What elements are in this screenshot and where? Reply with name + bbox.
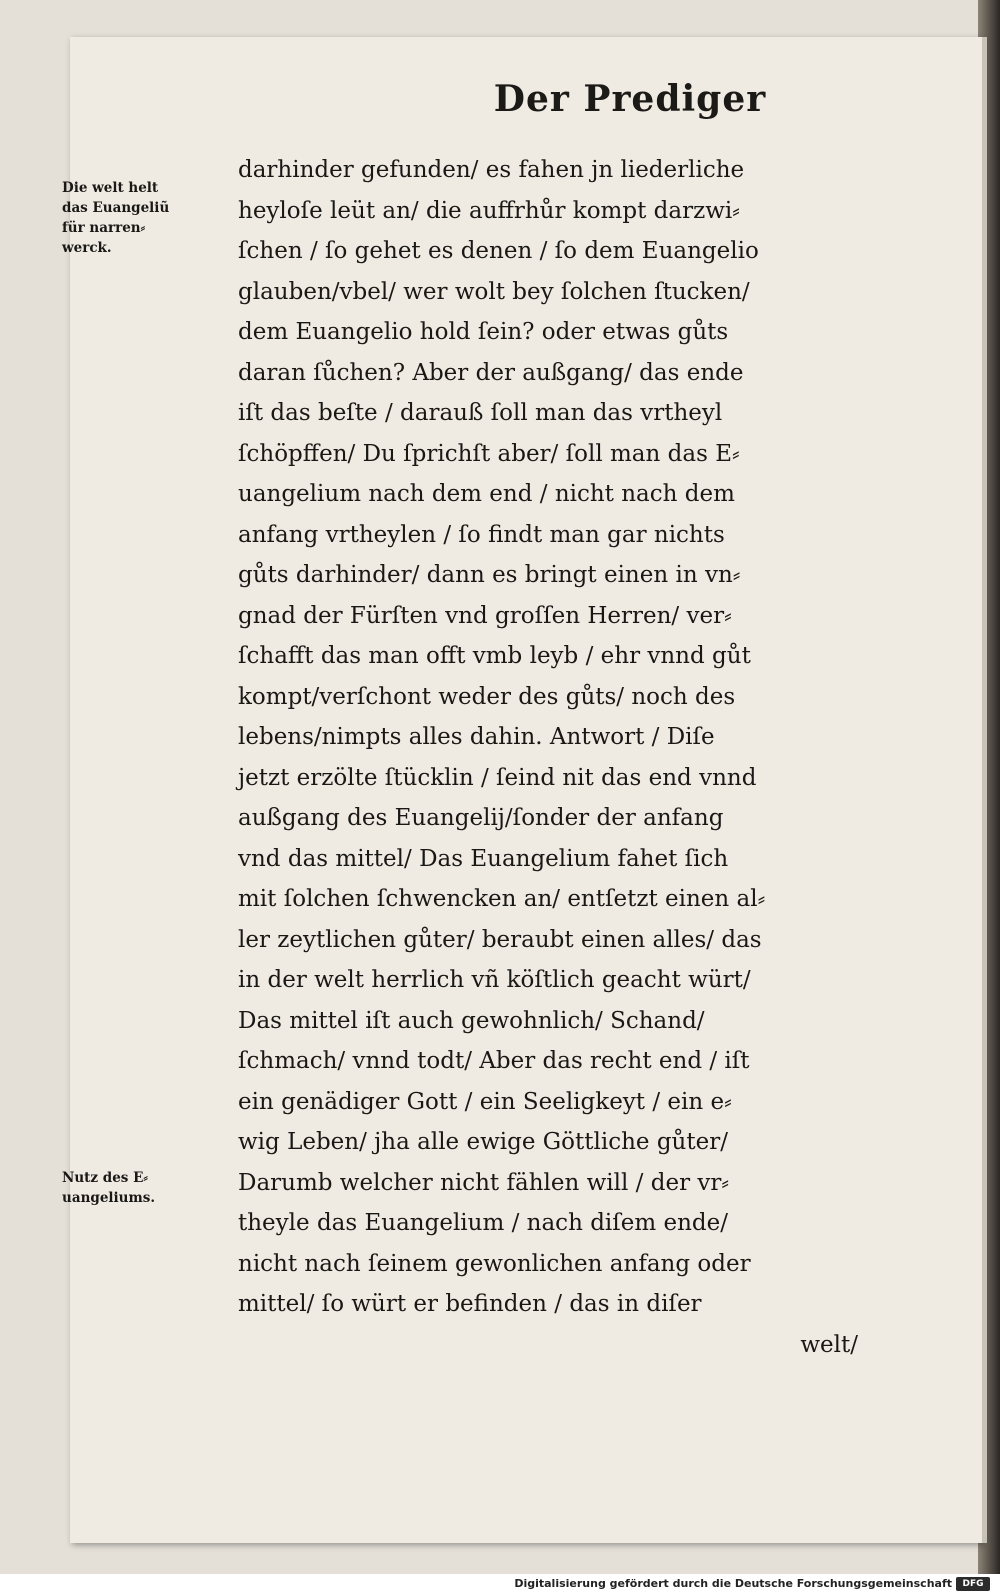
text-line: vnd das mittel/ Das Euangelium fahet ſich xyxy=(238,845,729,872)
text-line: Das mittel iſt auch gewohnlich/ Schand/ xyxy=(238,1007,705,1034)
marginal-line: werck. xyxy=(62,240,112,256)
text-line: anfang vrtheylen / ſo findt man gar nichts xyxy=(238,521,725,548)
text-line: theyle das Euangelium / nach diſem ende/ xyxy=(238,1210,729,1236)
text-line: ſchöpffen/ Du ſprichſt aber/ ſoll man das E⸗ xyxy=(238,440,740,467)
text-line: glauben/vbel/ wer wolt bey ſolchen ſtucken/ xyxy=(238,278,750,305)
page-edge xyxy=(982,37,987,1543)
marginal-line: Nutz des E⸗ xyxy=(62,1170,148,1186)
text-line: ſchen / ſo gehet es denen / ſo dem Euangelio xyxy=(238,238,759,264)
funding-credit: Digitalisierung gefördert durch die Deutsche Forschungsgemeinschaft xyxy=(514,1577,952,1590)
text-line: mit ſolchen ſchwencken an/ entſetzt einen al⸗ xyxy=(238,886,766,912)
footer-bar xyxy=(0,1574,1000,1596)
text-line: iſt das beſte / darauß ſoll man das vrtheyl xyxy=(238,400,723,426)
text-line: heyloſe leüt an/ die auffrhůr kompt darzwi⸗ xyxy=(238,197,740,224)
text-line: wig Leben/ jha alle ewige Göttliche gůter/ xyxy=(238,1129,728,1155)
marginal-note-1 xyxy=(62,178,222,258)
text-line: gůts darhinder/ dann es bringt einen in vn⸗ xyxy=(238,562,741,588)
marginal-note-2 xyxy=(62,1168,222,1208)
text-line: nicht nach ſeinem gewonlichen anfang oder xyxy=(238,1250,751,1277)
text-line: jetzt erzölte ſtücklin / ſeind nit das end vnnd xyxy=(238,764,757,791)
text-line: welt/ xyxy=(800,1331,858,1358)
text-line: ein genädiger Gott / ein Seeligkeyt / ein e⸗ xyxy=(238,1088,732,1115)
text-line: dem Euangelio hold ſein? oder etwas gůts xyxy=(238,319,729,345)
text-line: ſchmach/ vnnd todt/ Aber das recht end / iſt xyxy=(238,1048,750,1074)
marginal-line: für narren⸗ xyxy=(62,220,146,236)
text-line: ſchafft das man offt vmb leyb / ehr vnnd gůt xyxy=(238,643,751,669)
text-line: darhinder gefunden/ es fahen jn liederliche xyxy=(238,157,745,183)
text-line: in der welt herrlich vñ köſtlich geacht würt/ xyxy=(238,967,751,993)
text-line: außgang des Euangelij/ſonder der anfang xyxy=(238,805,724,831)
text-line: ler zeytlichen gůter/ beraubt einen alles/ das xyxy=(238,926,762,953)
marginal-line: das Euangeliũ xyxy=(62,200,170,216)
text-line: Darumb welcher nicht fählen will / der vr⸗ xyxy=(238,1169,730,1196)
marginal-line: Die welt helt xyxy=(62,180,159,196)
text-line: uangelium nach dem end / nicht nach dem xyxy=(238,481,735,507)
body-text xyxy=(238,150,878,1365)
text-line: gnad der Fürſten vnd groſſen Herren/ ver⸗ xyxy=(238,602,732,629)
text-line: daran ſůchen? Aber der außgang/ das ende xyxy=(238,359,744,386)
running-head: Der Prediger xyxy=(493,78,767,120)
text-line: kompt/verſchont weder des gůts/ noch des xyxy=(238,683,736,710)
text-line: mittel/ ſo würt er befinden / das in diſer xyxy=(238,1291,702,1317)
text-line: lebens/nimpts alles dahin. Antwort / Diſe xyxy=(238,724,715,750)
dfg-logo-icon[interactable]: DFG xyxy=(956,1577,990,1591)
marginal-line: uangeliums. xyxy=(62,1190,156,1206)
